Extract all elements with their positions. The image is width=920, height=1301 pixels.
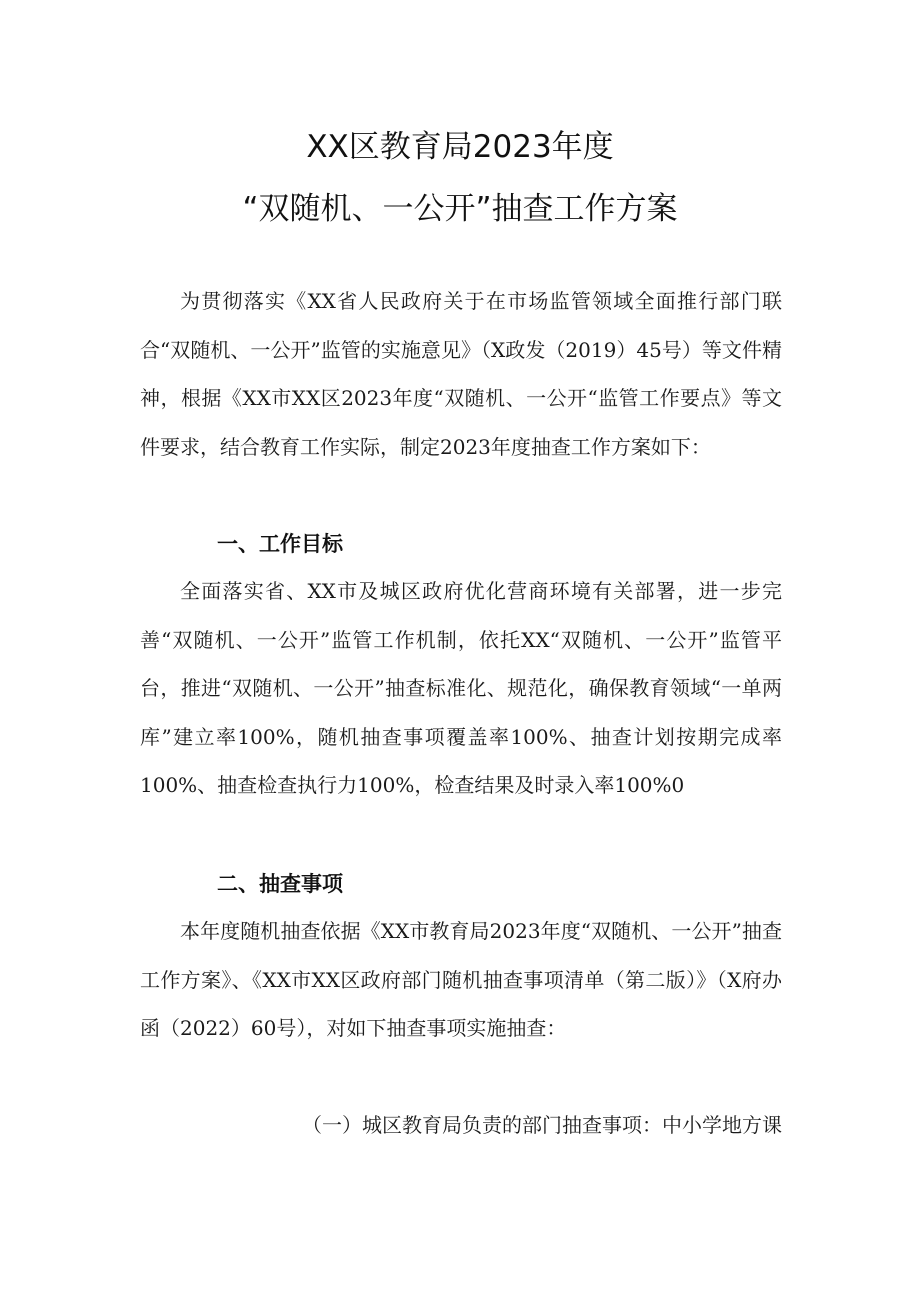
work-goal-paragraph: 全面落实省、XX市及城区政府优化营商环境有关部署，进一步完善“双随机、一公开”监管工作机制，依托XX“双随机、一公开”监管平台，推进“双随机、一公开”抽查标准化、规范化，确保教育领域“一单两库”建立率100%，随机抽查事项覆盖率100%、抽查计划按期完成率100%、抽查检查执行力100%，检查结果及时录入率100%0 xyxy=(140,579,782,798)
document-title-line-1: XX区教育局2023年度 xyxy=(306,129,614,165)
inspection-items-paragraph: 本年度随机抽查依据《XX市教育局2023年度“双随机、一公开”抽查工作方案》、《XX市XX区政府部门随机抽查事项清单（第二版）》（X府办函（2022）60号），对如下抽查事项实施抽查： xyxy=(140,919,782,1041)
section-heading-work-goal: 一、工作目标 xyxy=(217,532,343,556)
intro-paragraph: 为贯彻落实《XX省人民政府关于在市场监管领域全面推行部门联合“双随机、一公开”监管的实施意见》（X政发（2019）45号）等文件精神，根据《XX市XX区2023年度“双随机、一公开“监管工作要点》等文件要求，结合教育工作实际，制定2023年度抽查工作方案如下： xyxy=(140,289,782,459)
section-heading-inspection-items: 二、抽查事项 xyxy=(217,872,343,896)
inspection-sub-item-1: （一）城区教育局负责的部门抽查事项：中小学地方课 xyxy=(302,1113,782,1137)
document-title-line-2: “双随机、一公开”抽查工作方案 xyxy=(242,191,678,227)
